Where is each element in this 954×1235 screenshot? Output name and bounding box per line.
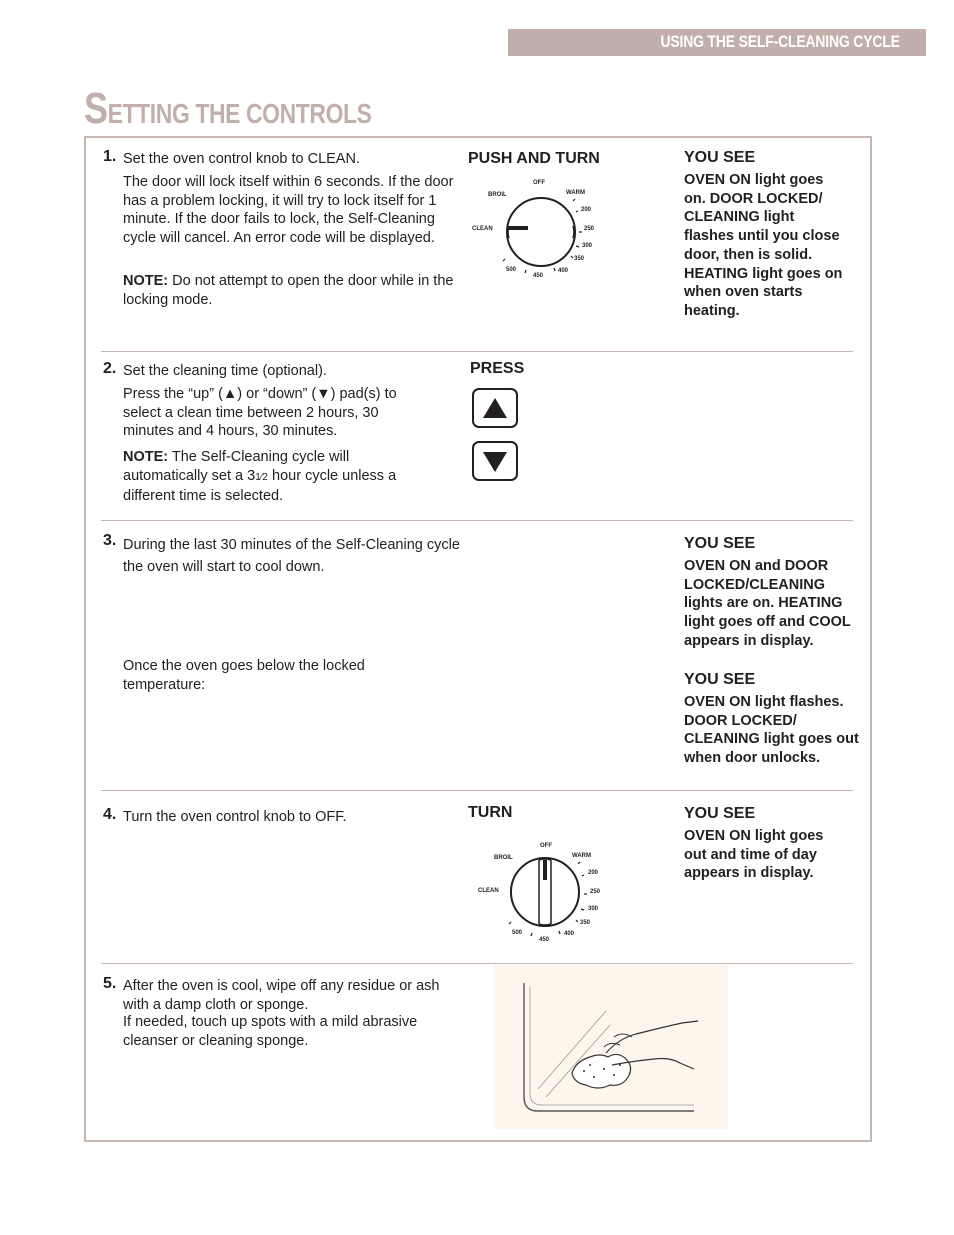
hand-wiping-oven-illustration	[494, 965, 728, 1129]
dial-label-450: 450	[533, 273, 544, 279]
step-5-instruction: After the oven is cool, wipe off any residue or ash with a damp cloth or sponge.	[123, 978, 440, 1013]
step-4-action: TURN	[468, 804, 513, 821]
dial-label-200: 200	[581, 207, 592, 213]
dial-label-350: 350	[574, 256, 585, 262]
step-2-number: 2.	[103, 360, 117, 377]
step-2-note	[123, 448, 433, 506]
dial-label-450: 450	[539, 937, 550, 943]
page-title	[84, 84, 372, 134]
note-label: NOTE:	[123, 273, 169, 289]
note-text-end: hour cycle unless a different time is selected.	[123, 467, 397, 504]
step-4-instruction: Turn the oven control knob to OFF.	[123, 809, 347, 825]
step-3-instruction-b: Once the oven goes below the locked temperature:	[123, 658, 365, 693]
dial-label-off: OFF	[533, 180, 545, 186]
step-3-number: 3.	[103, 532, 117, 549]
dial-label-500: 500	[512, 930, 523, 936]
step-2-action: PRESS	[470, 360, 525, 377]
step-1-note	[123, 272, 465, 309]
dial-label-broil: BROIL	[494, 855, 513, 861]
note-fraction: 1⁄2	[255, 471, 268, 483]
step-divider	[101, 790, 853, 791]
step-2-detail: Press the “up” (▲) or “down” (▼) pad(s) to select a clean time between 2 hours, 30 minutes and 4 hours, 30 minutes.	[123, 386, 397, 439]
step-1-you-see: OVEN ON light goes on. DOOR LOCKED/ CLEANING light flashes until you close door, then is solid. HEATING light goes on when oven starts heating.	[684, 172, 843, 319]
step-1-you-see-label: YOU SEE	[684, 149, 756, 166]
step-divider	[101, 963, 853, 964]
step-divider	[101, 520, 853, 521]
section-banner	[508, 29, 926, 56]
dial-label-400: 400	[558, 268, 569, 274]
dial-label-broil: BROIL	[488, 192, 507, 198]
dial-label-off: OFF	[540, 843, 552, 849]
step-5-instruction-b: If needed, touch up spots with a mild abrasive cleanser or cleaning sponge.	[123, 1014, 418, 1049]
dial-label-250: 250	[584, 226, 595, 232]
page-title-cap: S	[84, 84, 108, 133]
step-4-you-see: OVEN ON light goes out and time of day appears in display.	[684, 828, 824, 882]
dial-label-200: 200	[588, 870, 599, 876]
dial-label-300: 300	[588, 906, 599, 912]
step-1-number: 1.	[103, 148, 117, 165]
step-4-number: 4.	[103, 806, 117, 823]
dial-label-warm: WARM	[566, 190, 585, 196]
note-label: NOTE:	[123, 449, 169, 465]
oven-knob-clean-icon	[466, 174, 606, 284]
step-5-number: 5.	[103, 975, 117, 992]
dial-label-300: 300	[582, 243, 593, 249]
step-1-action: PUSH AND TURN	[468, 150, 600, 167]
up-pad-button[interactable]	[472, 388, 518, 428]
step-4-you-see-label: YOU SEE	[684, 805, 756, 822]
dial-label-400: 400	[564, 931, 575, 937]
step-divider	[101, 351, 853, 352]
triangle-up-icon	[482, 397, 508, 419]
down-pad-button[interactable]	[472, 441, 518, 481]
oven-knob-off-icon	[472, 836, 612, 946]
dial-label-350: 350	[580, 920, 591, 926]
dial-label-clean: CLEAN	[472, 226, 493, 232]
note-text-start: The Self-Cleaning cycle will automatically set a 3	[123, 449, 350, 484]
step-3-you-see-b: OVEN ON light flashes. DOOR LOCKED/ CLEANING light goes out when door unlocks.	[684, 694, 859, 767]
step-2-instruction: Set the cleaning time (optional).	[123, 363, 327, 379]
triangle-down-icon	[482, 451, 508, 473]
dial-label-warm: WARM	[572, 853, 591, 859]
step-3-instruction: During the last 30 minutes of the Self-Cleaning cycle the oven will start to cool down.	[123, 537, 460, 575]
dial-label-clean: CLEAN	[478, 888, 499, 894]
step-1-detail: The door will lock itself within 6 seconds. If the door has a problem locking, it will try to lock itself for 1 minute. If the door fails to lock, the Self-Cleaning cycle will cancel. An error code will be displayed.	[123, 174, 454, 246]
step-3-you-see-label: YOU SEE	[684, 535, 756, 552]
note-text: Do not attempt to open the door while in the locking mode.	[123, 273, 454, 308]
page-title-rest: ETTING THE CONTROLS	[107, 98, 372, 129]
dial-label-500: 500	[506, 267, 517, 273]
section-title: USING THE SELF-CLEANING CYCLE	[660, 32, 900, 51]
step-3-you-see-label-b: YOU SEE	[684, 671, 756, 688]
dial-label-250: 250	[590, 889, 601, 895]
step-3-you-see: OVEN ON and DOOR LOCKED/CLEANING lights are on. HEATING light goes off and COOL appears in display.	[684, 558, 851, 649]
step-1-instruction: Set the oven control knob to CLEAN.	[123, 151, 360, 167]
